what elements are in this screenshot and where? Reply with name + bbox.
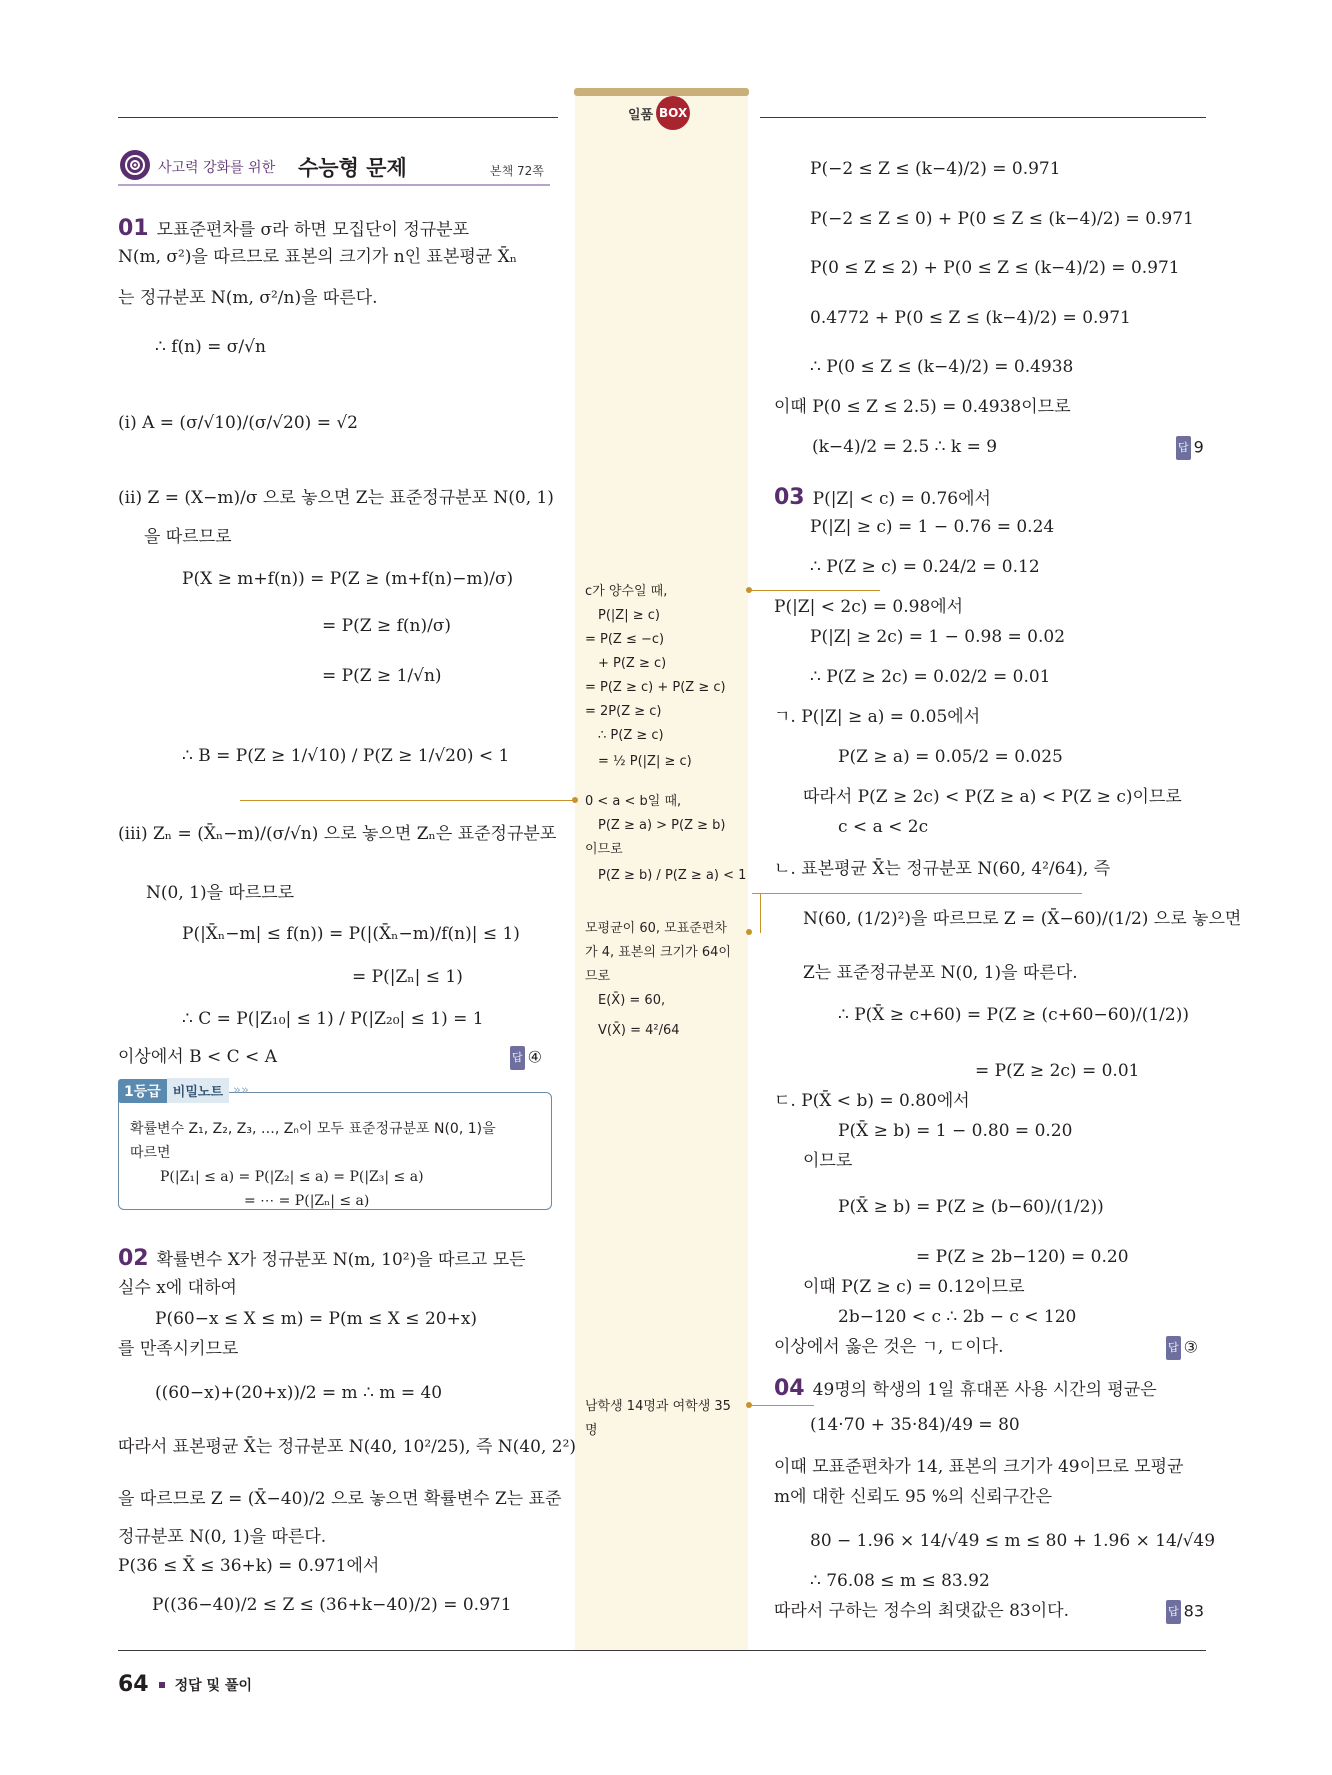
p01-line-3: ∴ f(n) = σ/√n [155, 337, 266, 357]
connector-3-v [760, 893, 761, 933]
connector-2 [240, 800, 576, 801]
side-note-1-0: c가 양수일 때, [585, 584, 668, 599]
connector-2-dot [572, 797, 578, 803]
p04-line-3: m에 대한 신뢰도 95 %의 신뢰구간은 [774, 1487, 1052, 1507]
badge [628, 96, 690, 130]
top-rule-right [760, 117, 1206, 118]
p03-line-11: N(60, (1/2)²)을 따르므로 Z = (X̄−60)/(1/2) 으로 놓으면 [803, 909, 1242, 929]
p03-line-0: 03 P(|Z| < c) = 0.76에서 [774, 485, 991, 510]
side-note-3-3: E(X̄) = 60, [598, 993, 666, 1008]
side-note-4-0: 남학생 14명과 여학생 35 [585, 1399, 731, 1414]
p02-line-1: 실수 x에 대하여 [118, 1278, 237, 1298]
p03-line-5: ∴ P(Z ≥ 2c) = 0.02/2 = 0.01 [810, 667, 1051, 687]
p02c-line-6: (k−4)/2 = 2.5 ∴ k = 9 [812, 437, 998, 457]
p03-line-10: ㄴ. 표본평균 X̄는 정규분포 N(60, 4²/64), 즉 [774, 859, 1111, 879]
p02c-line-5: 이때 P(0 ≤ Z ≤ 2.5) = 0.4938이므로 [774, 397, 1071, 417]
section-title: 수능형 문제 [298, 156, 407, 180]
p04-line-6: 따라서 구하는 정수의 최댓값은 83이다. [774, 1601, 1069, 1621]
section-header [118, 148, 550, 186]
p01-line-0: 01 모표준편차를 σ라 하면 모집단이 정규분포 [118, 216, 470, 241]
secret-note-arrows: »» [233, 1083, 249, 1098]
p01-line-9: = P(Z ≥ 1/√n) [322, 666, 442, 686]
p03-line-6: ㄱ. P(|Z| ≥ a) = 0.05에서 [774, 707, 981, 727]
footer-title: 정답 및 풀이 [174, 1677, 252, 1694]
side-note-4-1: 명 [585, 1423, 598, 1438]
secret-note-level: 1등급 [118, 1079, 167, 1103]
p02c-line-2: P(0 ≤ Z ≤ 2) + P(0 ≤ Z ≤ (k−4)/2) = 0.971 [810, 258, 1180, 278]
p02-line-8: P(36 ≤ X̄ ≤ 36+k) = 0.971에서 [118, 1556, 380, 1576]
p02-line-0: 02 확률변수 X가 정규분포 N(m, 10²)을 따르고 모든 [118, 1246, 526, 1271]
p03-line-19: = P(Z ≥ 2b−120) = 0.20 [916, 1247, 1129, 1267]
side-note-2-3: P(Z ≥ b) / P(Z ≥ a) < 1 [598, 868, 747, 883]
sidebar-tab-top [574, 88, 749, 96]
p01-answer: 답 ④ [510, 1046, 542, 1070]
p02-line-9: P((36−40)/2 ≤ Z ≤ (36+k−40)/2) = 0.971 [152, 1595, 512, 1615]
side-note-1-2: = P(Z ≤ −c) [585, 632, 665, 647]
badge-pre: 일품 [628, 107, 654, 123]
top-rule-left [118, 117, 558, 118]
badge-box: BOX [656, 96, 690, 130]
side-note-1-5: = 2P(Z ≥ c) [585, 704, 662, 719]
p01-line-6: 을 따르므로 [144, 527, 232, 547]
connector-4-dot [746, 1402, 752, 1408]
p04-line-4: 80 − 1.96 × 14/√49 ≤ m ≤ 80 + 1.96 × 14/√49 [810, 1531, 1216, 1551]
p02-line-5: 따라서 표본평균 X̄는 정규분포 N(40, 10²/25), 즉 N(40, 2²) [118, 1437, 577, 1457]
p03-line-13: ∴ P(X̄ ≥ c+60) = P(Z ≥ (c+60−60)/(1/2)) [838, 1005, 1189, 1025]
connector-1 [750, 590, 880, 591]
side-note-3-0: 모평균이 60, 모표준편차 [585, 921, 727, 936]
section-small-title: 사고력 강화를 위한 [158, 160, 276, 176]
side-note-3-2: 므로 [585, 969, 611, 984]
p03-line-8: 따라서 P(Z ≥ 2c) < P(Z ≥ a) < P(Z ≥ c)이므로 [803, 787, 1182, 807]
note-line-0: 확률변수 Z₁, Z₂, Z₃, …, Zₙ이 모두 표준정규분포 N(0, 1)을 [130, 1121, 496, 1137]
connector-3 [752, 893, 1082, 894]
p03-line-2: ∴ P(Z ≥ c) = 0.24/2 = 0.12 [810, 557, 1040, 577]
footer [118, 1672, 252, 1697]
p02-line-3: 를 만족시키므로 [118, 1339, 239, 1359]
p01-line-11: (ⅲ) Zₙ = (X̄ₙ−m)/(σ/√n) 으로 놓으면 Zₙ은 표준정규분포 [118, 824, 557, 844]
connector-4 [750, 1405, 814, 1406]
section-underline [118, 184, 550, 186]
side-note-1-6: ∴ P(Z ≥ c) [598, 728, 664, 743]
p02-line-4: ((60−x)+(20+x))/2 = m ∴ m = 40 [155, 1383, 443, 1403]
p02-answer: 답 9 [1176, 436, 1204, 460]
p03-answer: 답 ③ [1166, 1336, 1198, 1360]
p01-line-13: P(|X̄ₙ−m| ≤ f(n)) = P(|(X̄ₙ−m)/f(n)| ≤ 1) [182, 924, 520, 944]
side-note-1-4: = P(Z ≥ c) + P(Z ≥ c) [585, 680, 726, 695]
p03-line-4: P(|Z| ≥ 2c) = 1 − 0.98 = 0.02 [810, 627, 1066, 647]
secret-note-title: 비밀노트 [167, 1078, 229, 1103]
p02-line-2: P(60−x ≤ X ≤ m) = P(m ≤ X ≤ 20+x) [155, 1309, 478, 1329]
note-line-1: 따르면 [130, 1145, 171, 1161]
side-note-1-7: = ½ P(|Z| ≥ c) [598, 754, 692, 769]
p02-line-6: 을 따르므로 Z = (X̄−40)/2 으로 놓으면 확률변수 Z는 표준 [118, 1489, 562, 1509]
p01-line-10: ∴ B = P(Z ≥ 1/√10) / P(Z ≥ 1/√20) < 1 [182, 746, 510, 766]
p02c-line-4: ∴ P(0 ≤ Z ≤ (k−4)/2) = 0.4938 [810, 357, 1074, 377]
side-note-1-1: P(|Z| ≥ c) [598, 608, 660, 623]
p04-line-0: 04 49명의 학생의 1일 휴대폰 사용 시간의 평균은 [774, 1376, 1157, 1401]
p03-line-14: = P(Z ≥ 2c) = 0.01 [975, 1061, 1140, 1081]
p03-line-18: P(X̄ ≥ b) = P(Z ≥ (b−60)/(1/2)) [838, 1197, 1104, 1217]
side-note-3-4: V(X̄) = 4²/64 [598, 1023, 680, 1038]
p03-line-7: P(Z ≥ a) = 0.05/2 = 0.025 [838, 747, 1063, 767]
note-line-2: P(|Z₁| ≤ a) = P(|Z₂| ≤ a) = P(|Z₃| ≤ a) [160, 1169, 424, 1185]
p03-line-17: 이므로 [803, 1151, 853, 1171]
p03-line-22: 이상에서 옳은 것은 ㄱ, ㄷ이다. [774, 1337, 1004, 1357]
side-note-3-1: 가 4, 표본의 크기가 64이 [585, 945, 731, 960]
p03-line-15: ㄷ. P(X̄ < b) = 0.80에서 [774, 1091, 970, 1111]
p01-line-5: (ⅱ) Z = (X−m)/σ 으로 놓으면 Z는 표준정규분포 N(0, 1) [118, 488, 554, 508]
page-number: 64 [118, 1672, 149, 1697]
p03-number: 03 [774, 485, 805, 510]
note-line-3: = ⋯ = P(|Zₙ| ≤ a) [244, 1193, 370, 1209]
p01-number: 01 [118, 216, 149, 241]
connector-3-dot [746, 929, 752, 935]
p03-line-20: 이때 P(Z ≥ c) = 0.12이므로 [803, 1277, 1025, 1297]
p03-line-12: Z는 표준정규분포 N(0, 1)을 따른다. [803, 963, 1078, 983]
p03-line-21: 2b−120 < c ∴ 2b − c < 120 [838, 1307, 1077, 1327]
p01-line-4: (ⅰ) A = (σ/√10)/(σ/√20) = √2 [118, 413, 358, 433]
p02c-line-1: P(−2 ≤ Z ≤ 0) + P(0 ≤ Z ≤ (k−4)/2) = 0.971 [810, 209, 1194, 229]
p01-line-12: N(0, 1)을 따르므로 [146, 883, 295, 903]
p04-line-1: (14·70 + 35·84)/49 = 80 [810, 1415, 1020, 1435]
bottom-rule [118, 1650, 1206, 1651]
p01-line-2: 는 정규분포 N(m, σ²/n)을 따른다. [118, 288, 378, 308]
p02c-line-3: 0.4772 + P(0 ≤ Z ≤ (k−4)/2) = 0.971 [810, 308, 1131, 328]
p02-line-7: 정규분포 N(0, 1)을 따른다. [118, 1527, 327, 1547]
secret-note-tag [118, 1078, 249, 1103]
connector-1-dot [746, 587, 752, 593]
p01-line-16: 이상에서 B < C < A [118, 1047, 277, 1067]
p04-line-2: 이때 모표준편차가 14, 표본의 크기가 49이므로 모평균 [774, 1457, 1184, 1477]
p04-answer: 답 83 [1166, 1600, 1204, 1624]
p04-number: 04 [774, 1376, 805, 1401]
section-ref: 본책 72쪽 [490, 164, 544, 178]
p03-line-1: P(|Z| ≥ c) = 1 − 0.76 = 0.24 [810, 517, 1055, 537]
p01-line-7: P(X ≥ m+f(n)) = P(Z ≥ (m+f(n)−m)/σ) [182, 569, 514, 589]
target-icon [120, 150, 150, 180]
p04-line-5: ∴ 76.08 ≤ m ≤ 83.92 [810, 1571, 990, 1591]
p03-line-16: P(X̄ ≥ b) = 1 − 0.80 = 0.20 [838, 1121, 1073, 1141]
p01-line-14: = P(|Zₙ| ≤ 1) [352, 967, 463, 987]
p02c-line-0: P(−2 ≤ Z ≤ (k−4)/2) = 0.971 [810, 159, 1061, 179]
p03-line-9: c < a < 2c [838, 817, 929, 837]
p02-number: 02 [118, 1246, 149, 1271]
footer-square-icon [159, 1682, 165, 1688]
p01-line-15: ∴ C = P(|Z₁₀| ≤ 1) / P(|Z₂₀| ≤ 1) = 1 [182, 1009, 484, 1029]
side-note-2-0: 0 < a < b일 때, [585, 794, 682, 809]
side-note-2-2: 이므로 [585, 842, 623, 857]
p01-line-1: N(m, σ²)을 따르므로 표본의 크기가 n인 표본평균 X̄ₙ [118, 247, 518, 267]
p01-line-8: = P(Z ≥ f(n)/σ) [322, 616, 452, 636]
side-note-2-1: P(Z ≥ a) > P(Z ≥ b) [598, 818, 726, 833]
side-note-1-3: + P(Z ≥ c) [598, 656, 667, 671]
p03-line-3: P(|Z| < 2c) = 0.98에서 [774, 597, 964, 617]
